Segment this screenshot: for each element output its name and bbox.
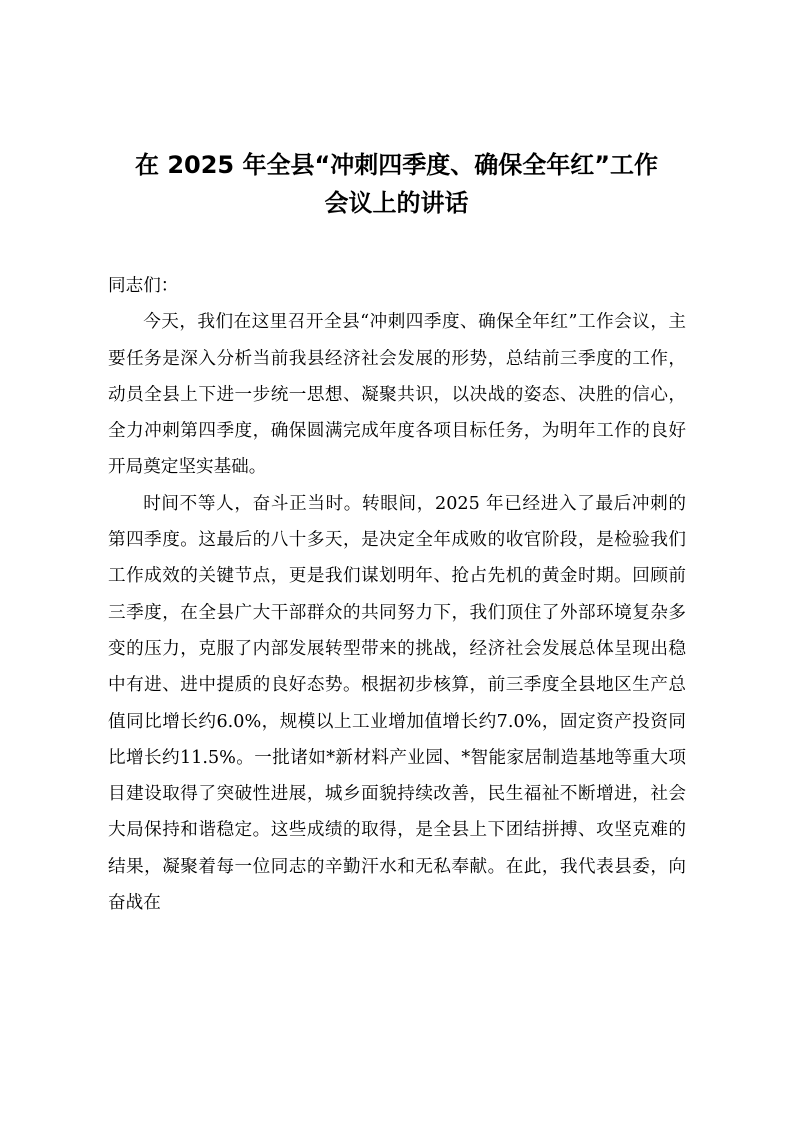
salutation: 同志们：	[108, 276, 179, 296]
document-title	[90, 146, 703, 222]
paragraph-opening: 今天，我们在这里召开全县“冲刺四季度、确保全年红”工作会议，主要任务是深入分析当前我县经济社会发展的形势，总结前三季度的工作，动员全县上下进一步统一思想、凝聚共识，以决战的姿态、决胜的信心，全力冲刺第四季度，确保圆满完成年度各项目标任务，为明年工作的良好开局奠定坚实基础。	[108, 312, 686, 478]
title-line-2: 会议上的讲话	[324, 189, 469, 217]
title-line-1: 在 2025 年全县“冲刺四季度、确保全年红”工作	[134, 151, 659, 179]
paragraph-review: 时间不等人，奋斗正当时。转眼间，2025 年已经进入了最后冲刺的第四季度。这最后的八十多天，是决定全年成败的收官阶段，是检验我们工作成效的关键节点，更是我们谋划明年、抢占先机的黄金时期。回顾前三季度，在全县广大干部群众的共同努力下，我们顶住了外部环境复杂多变的压力，克服了内部发展转型带来的挑战，经济社会发展总体呈现出稳中有进、进中提质的良好态势。根据初步核算，前三季度全县地区生产总值同比增长约6.0%，规模以上工业增加值增长约7.0%，固定资产投资同比增长约11.5%。一批诸如*新材料产业园、*智能家居制造基地等重大项目建设取得了突破性进展，城乡面貌持续改善，民生福祉不断增进，社会大局保持和谐稳定。这些成绩的取得，是全县上下团结拼搏、攻坚克难的结果，凝聚着每一位同志的辛勤汗水和无私奉献。在此，我代表县委，向奋战在	[108, 493, 686, 914]
document-body	[108, 268, 686, 921]
